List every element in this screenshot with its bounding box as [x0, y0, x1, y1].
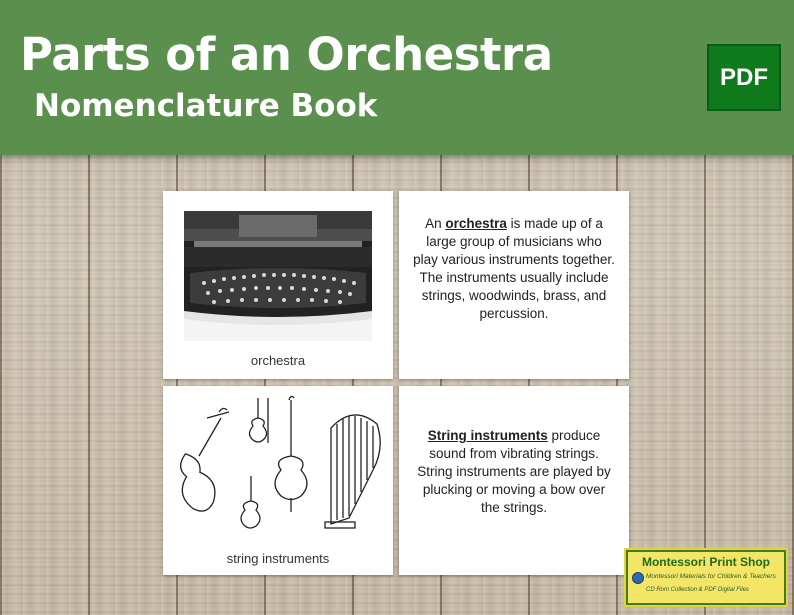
title-banner	[0, 0, 794, 155]
publisher-logo	[624, 548, 788, 607]
logo-panel	[628, 552, 784, 603]
orchestra-text-after: is made up of a large group of musicians who play various instruments together. The instruments usually include strings, woodwinds, brass, and percussion.	[413, 216, 615, 321]
orchestra-picture-card	[163, 191, 393, 379]
page-title: Parts of an Orchestra	[20, 28, 553, 81]
strings-text-after: produce sound from vibrating strings. String instruments are played by plucking or moving a bow over the strings.	[417, 428, 611, 515]
string-instruments-drawing	[163, 388, 393, 548]
pdf-badge: PDF	[707, 44, 781, 111]
strings-definition-card	[399, 386, 629, 575]
orchestra-text-before: An	[425, 216, 446, 231]
orchestra-definition-card	[399, 191, 629, 379]
strings-picture-card	[163, 386, 393, 575]
page-subtitle: Nomenclature Book	[34, 88, 378, 124]
orchestra-term: orchestra	[445, 216, 507, 231]
logo-tagline: Montessori Materials for Children & Teachers	[646, 573, 776, 580]
orchestra-photo	[184, 211, 372, 341]
orchestra-caption: orchestra	[250, 353, 306, 368]
strings-caption: string instruments	[226, 551, 330, 566]
logo-title: Montessori Print Shop	[641, 555, 770, 569]
strings-definition	[413, 427, 615, 517]
strings-term: String instruments	[427, 428, 548, 443]
orchestra-definition	[413, 215, 615, 323]
globe-icon	[632, 572, 644, 584]
logo-subline: CD Rom Collection & PDF Digital Files	[646, 587, 749, 593]
